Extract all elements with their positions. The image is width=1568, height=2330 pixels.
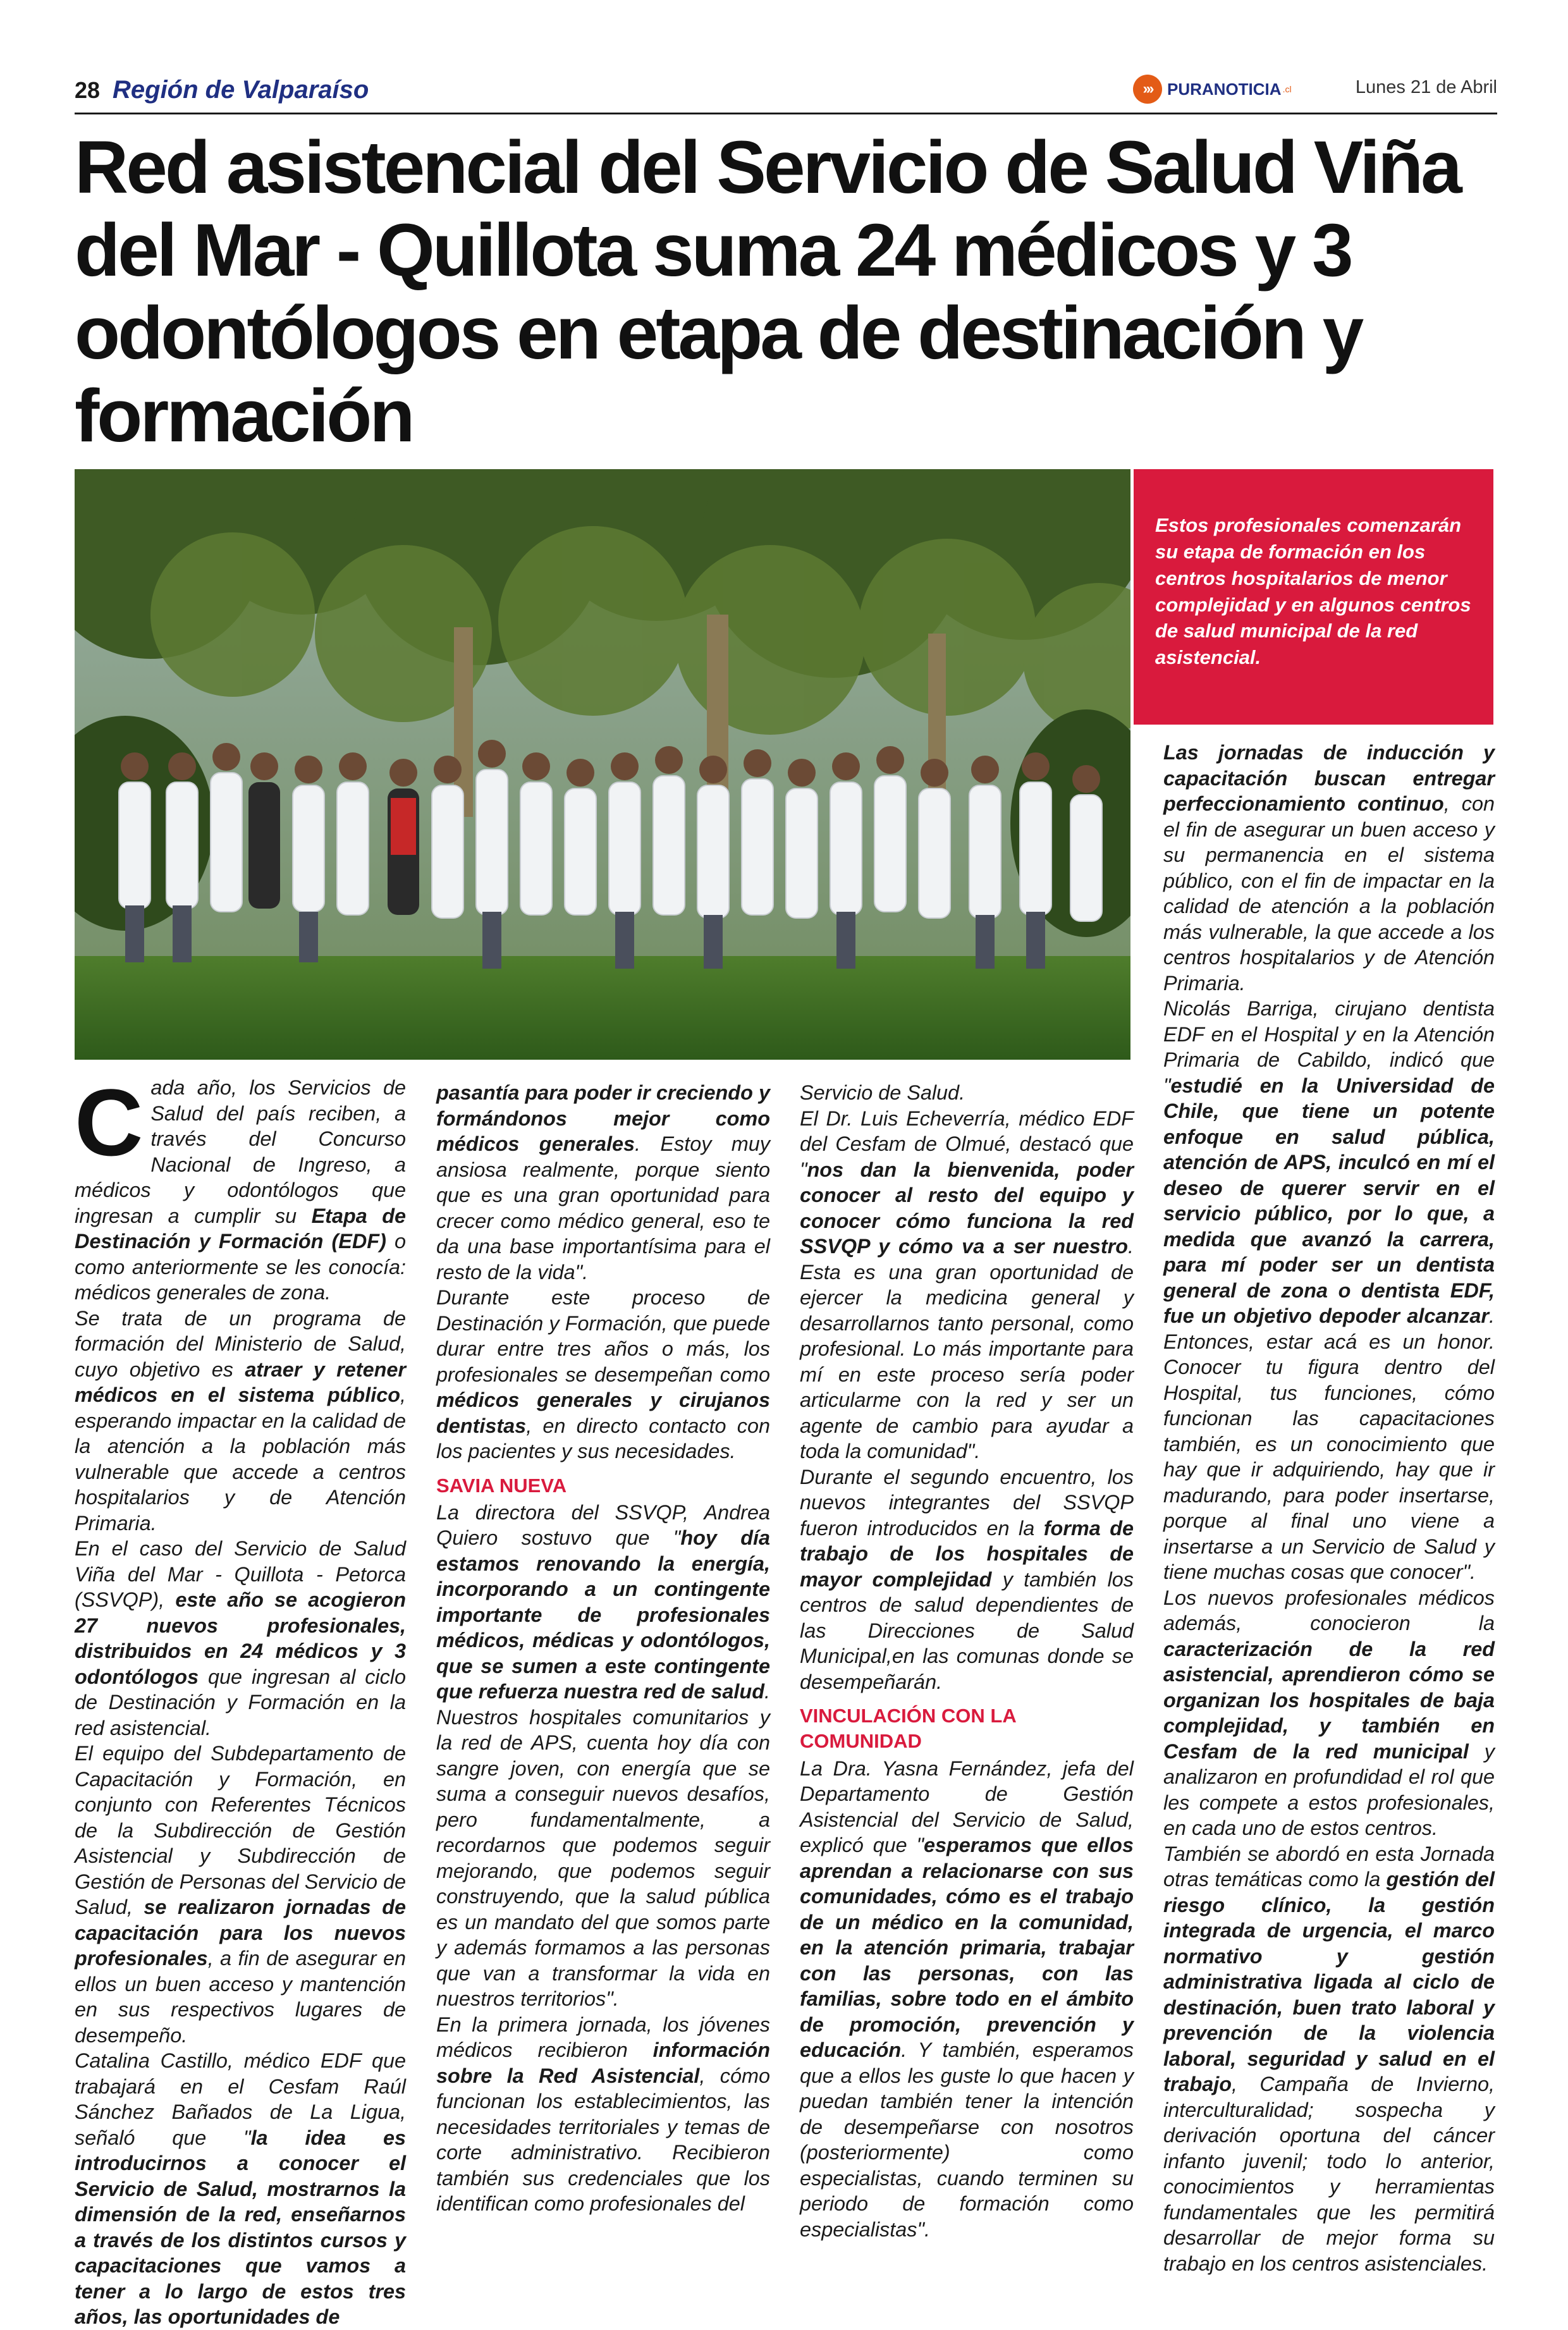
body-paragraph: Durante este proceso de Destinación y Formación, que puede durar entre tres años o más, los profesionales se desempeñan como médicos generales y cirujanos dentistas, en directo contacto con los pacientes y sus necesidades. — [436, 1286, 770, 1462]
body-paragraph: La directora del SSVQP, Andrea Quiero sostuvo que "hoy día estamos renovando la energía, incorporando a un contingente importante de profesionales médicos, médicas y odontólogos, que se sumen a este contingente que refuerza nuestra red de salud. Nuestros hospitales comunitarios y la red de APS, cuenta hoy día con sangre joven, con energía que se suma a conseguir nuevos desafíos, pero fundamentalmente, a recordarnos que podemos seguir mejorando, que podemos seguir construyendo, que la salud pública es un mandato del que somos parte y además formamos a las personas que van a transformar la vida en nuestros territorios". — [436, 1500, 771, 2011]
body-paragraph: También se abordó en esta Jornada otras temáticas como la gestión del riesgo clínico, la gestión integrada de urgencia, el marco normativo y gestión administrativa ligada al ciclo de destinación, buen trato laboral y prevención de la violencia laboral, seguridad y salud en el trabajo, Campaña de Invierno, interculturalidad; sospecha y derivación oportuna del cáncer infanto juvenil; todo lo anterior, conocimientos y herramientas fundamentales que les permitirá desarrollar de mejor forma su trabajo en los centros asistenciales. — [1163, 1842, 1495, 2275]
body-paragraph: Los nuevos profesionales médicos además, conocieron la caracterización de la red asistencial, aprendieron cómo se organizan los hospitales de baja complejidad, y también en Cesfam de la red municipal y analizaron en profundidad el rol que les compete a estos profesionales, en cada uno de estos centros. — [1163, 1586, 1495, 1839]
pullquote-text: Estos profesionales comenzarán su etapa de formación en los centros hospitalarios de menor complejidad y en algunos centros de salud municipal de la red asistencial. — [1155, 514, 1471, 669]
body-paragraph: pasantía para poder ir creciendo y formándonos mejor como médicos generales. Estoy muy ansiosa realmente, porque siento que es una gran oportunidad para crecer como médico general, eso te da una base importantísima para el resto de la vida". — [436, 1081, 770, 1284]
body-column-1 — [75, 1069, 407, 2330]
chevrons-icon: ››› — [1133, 75, 1162, 104]
body-paragraph: Las jornadas de inducción y capacitación buscan entregar perfeccionamiento continuo, con el fin de asegurar un buen acceso y su permanencia en el sistema público, con el fin de impactar en la calidad de atención a la población más vulnerable, la que accede a los centros hospitalarios y de Atención Primaria. — [1163, 741, 1495, 995]
page-number: 28 — [75, 77, 101, 103]
body-paragraph: El Dr. Luis Echeverría, médico EDF del Cesfam de Olmué, destacó que "nos dan la bienvenida, poder conocer al resto del equipo y conocer cómo funciona la red SSVQP y cómo va a ser nuestro. Esta es una gran oportunidad de ejercer la medicina general y desarrollarnos tanto personal, como profesional. Lo más importante para mí en este proceso sería poder articularme con la red y ser un agente de cambio para ayudar a toda la comunidad". — [800, 1107, 1134, 1462]
drop-cap: C — [75, 1069, 144, 1175]
body-paragraph: Servicio de Salud. — [800, 1081, 965, 1104]
body-paragraph: El equipo del Subdepartamento de Capacitación y Formación, en conjunto con Referentes Técnicos de la Subdirección de Gestión Asistencial y Subdirección de Gestión de Personas del Servicio de Salud, se realizaron jornadas de capacitación para los nuevos profesionales, a fin de asegurar en ellos un buen acceso y mantención en sus respectivos lugares de desempeño. — [75, 1742, 406, 2047]
body-paragraph: Nicolás Barriga, cirujano dentista EDF en el Hospital y en la Atención Primaria de Cabildo, indicó que "estudié en la Universidad de Chile, que tiene un potente enfoque en salud pública, atención de APS, inculcó en mí el deseo de querer servir en el servicio público, por lo que, a medida que avanzó la carrera, para mí poder ser un dentista general de zona o dentista EDF, fue un objetivo depoder alcanzar. Entonces, estar acá es un honor. Conocer tu figura dentro del Hospital, tus funciones, cómo funcionan las capacitaciones también, es un conocimiento que hay que ir adquiriendo, hay que ir madurando, para poder insertarse, porque al final uno viene a insertarse a un Servicio de Salud y tiene muchas cosas que conocer". — [1163, 997, 1495, 1583]
issue-date: Lunes 21 de Abril — [1355, 77, 1497, 97]
body-column-4 — [1163, 740, 1495, 2276]
puranoticia-logo[interactable] — [1133, 75, 1292, 104]
body-paragraph: Cada año, los Servicios de Salud del país reciben, a través del Concurso Nacional de Ingreso, a médicos y odontólogos que ingresan a cumplir su Etapa de Destinación y Formación (EDF) o como anteriormente se les conocía: médicos generales de zona. — [75, 1069, 407, 1304]
logo-text: PURANOTICIA — [1167, 79, 1282, 99]
body-paragraph: Durante el segundo encuentro, los nuevos integrantes del SSVQP fueron introducidos en la forma de trabajo de los hospitales de mayor complejidad y también los centros de salud dependientes de las Direcciones de Salud Municipal,en las comunas donde se desempeñarán. — [800, 1465, 1134, 1693]
section-title: Región de Valparaíso — [113, 76, 369, 104]
body-paragraph: En el caso del Servicio de Salud Viña del Mar - Quillota - Petorca (SSVQP), este año se acogieron 27 nuevos profesionales, distribuidos en 24 médicos y 3 odontólogos que ingresan al ciclo de Destinación y Formación en la red asistencial. — [75, 1537, 406, 1739]
body-paragraph: Catalina Castillo, médico EDF que trabajará en el Cesfam Raúl Sánchez Bañados de La Ligua, señaló que "la idea es introducirnos a conocer el Servicio de Salud, mostrarnos la dimensión de la red, enseñarnos a través de los distintos cursos y capacitaciones que vamos a tener a lo largo de estos tres años, las oportunidades de — [75, 2049, 406, 2328]
subheading-savia-nueva: SAVIA NUEVA — [436, 1474, 567, 1497]
body-paragraph: La Dra. Yasna Fernández, jefa del Departamento de Gestión Asistencial del Servicio de Salud, explicó que "esperamos que ellos aprendan a relacionarse con sus comunidades, cómo es el trabajo de un médico en la comunidad, en la atención primaria, trabajar con las personas, con las familias, sobre todo en el ámbito de promoción, prevención y educación. Y también, esperamos que a ellos les guste lo que hacen y puedan también tener la intención de desempeñarse con nosotros (posteriormente) como especialistas, cuando terminen su periodo de formación como especialistas". — [800, 1757, 1134, 2241]
header-rule — [75, 113, 1497, 114]
body-paragraph: En la primera jornada, los jóvenes médicos recibieron información sobre la Red Asistencial, cómo funcionan los establecimientos, las necesidades territoriales y temas de corte administrativo. Recibieron también sus credenciales que los identifican como profesionales del — [436, 2013, 770, 2216]
subheading-vinculacion: VINCULACIÓN CON LA COMUNIDAD — [800, 1705, 1016, 1753]
body-column-3 — [800, 1080, 1134, 2242]
body-paragraph: Se trata de un programa de formación del Ministerio de Salud, cuyo objetivo es atraer y retener médicos en el sistema público, esperando impactar en la calidad de la atención a la población más vulnerable que accede a centros hospitalarios y de Atención Primaria. — [75, 1306, 406, 1535]
body-column-2 — [436, 1080, 770, 2217]
group-photo — [75, 469, 1130, 1060]
pullquote-box — [1134, 469, 1493, 725]
logo-tld: .cl — [1282, 84, 1292, 94]
article-headline: Red asistencial del Servicio de Salud Viña del Mar - Quillota suma 24 médicos y 3 odontólogos en etapa de destinación y formación — [75, 126, 1460, 458]
